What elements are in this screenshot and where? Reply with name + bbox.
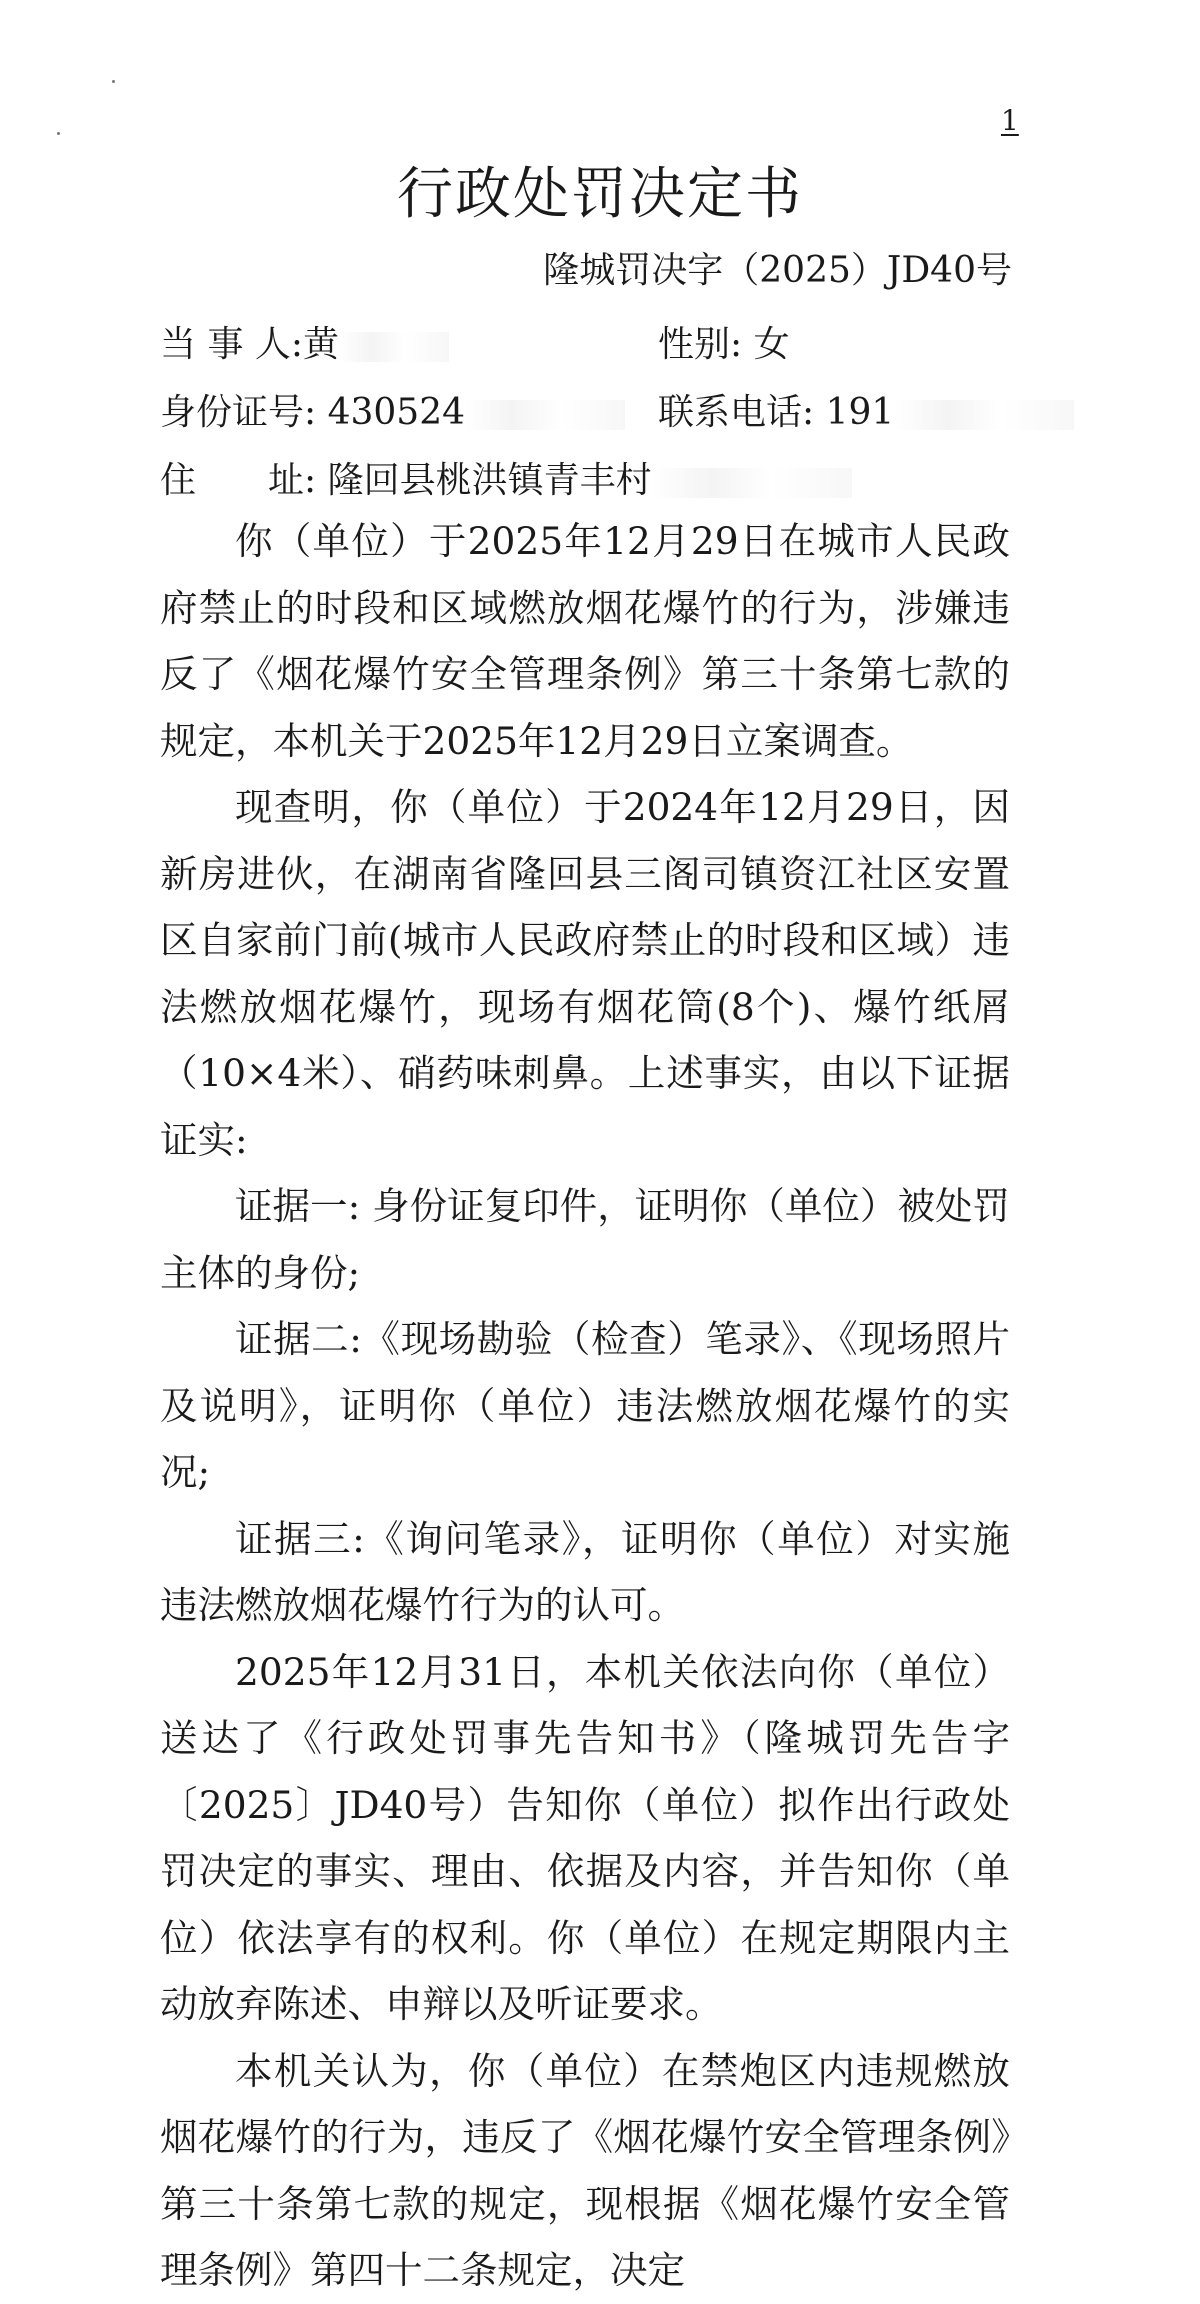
page-number: 1 [1001, 104, 1019, 137]
gender-label: 性别: [658, 324, 743, 365]
scan-speck [57, 132, 60, 135]
party-name-value: 黄 [303, 324, 340, 365]
gender-field [658, 316, 790, 367]
body-paragraph: 证据一: 身份证复印件，证明你（单位）被处罚主体的身份; [160, 1184, 1010, 1295]
gender-value: 女 [753, 324, 790, 365]
address-value: 隆回县桃洪镇青丰村 [327, 460, 652, 501]
phone-field [658, 384, 1074, 435]
body-paragraph: 证据二:《现场勘验（检查）笔录》、《现场照片及说明》，证明你（单位）违法燃放烟花爆竹的实况; [160, 1317, 1010, 1494]
body-paragraph: 现查明，你（单位）于2024年12月29日，因新房进伙，在湖南省隆回县三阁司镇资江社区安置区自家前门前(城市人民政府禁止的时段和区域）违法燃放烟花爆竹，现场有烟花筒(8个)、爆竹纸屑（10×4米）、硝药味刺鼻。上述事实，由以下证据证实: [160, 785, 1010, 1162]
address-field [160, 452, 852, 503]
decision-body [160, 508, 1010, 2304]
party-name-field [160, 316, 449, 367]
id-number-label: 身份证号: [160, 392, 317, 433]
body-paragraph: 2025年12月31日，本机关依法向你（单位）送达了《行政处罚事先告知书》（隆城罚先告字〔2025〕JD40号）告知你（单位）拟作出行政处罚决定的事实、理由、依据及内容，并告知你（单位）依法享有的权利。你（单位）在规定期限内主动放弃陈述、申辩以及听证要求。 [160, 1649, 1010, 2026]
redaction-mark [894, 400, 1074, 430]
redaction-mark [652, 468, 852, 498]
body-paragraph: 本机关认为，你（单位）在禁炮区内违规燃放烟花爆竹的行为，违反了《烟花爆竹安全管理条例》第三十条第七款的规定，现根据《烟花爆竹安全管理条例》第四十二条规定，决定 [160, 2048, 1010, 2292]
document-title: 行政处罚决定书 [397, 162, 803, 227]
phone-value: 191 [825, 392, 895, 433]
body-paragraph: 你（单位）于2025年12月29日在城市人民政府禁止的时段和区域燃放烟花爆竹的行为，涉嫌违反了《烟花爆竹安全管理条例》第三十条第七款的规定，本机关于2025年12月29日立案调查。 [160, 519, 1010, 763]
redaction-mark [465, 400, 625, 430]
address-label: 住 址: [160, 460, 317, 501]
document-number: 隆城罚决字（2025）JD40号 [543, 250, 1012, 291]
phone-label: 联系电话: [658, 392, 815, 433]
scan-speck [112, 80, 115, 83]
body-paragraph: 证据三:《询问笔录》，证明你（单位）对实施违法燃放烟花爆竹行为的认可。 [160, 1516, 1010, 1627]
redaction-mark [339, 332, 449, 362]
id-number-value: 430524 [327, 392, 466, 433]
party-name-label: 当 事 人: [160, 324, 304, 365]
id-number-field [160, 384, 625, 435]
